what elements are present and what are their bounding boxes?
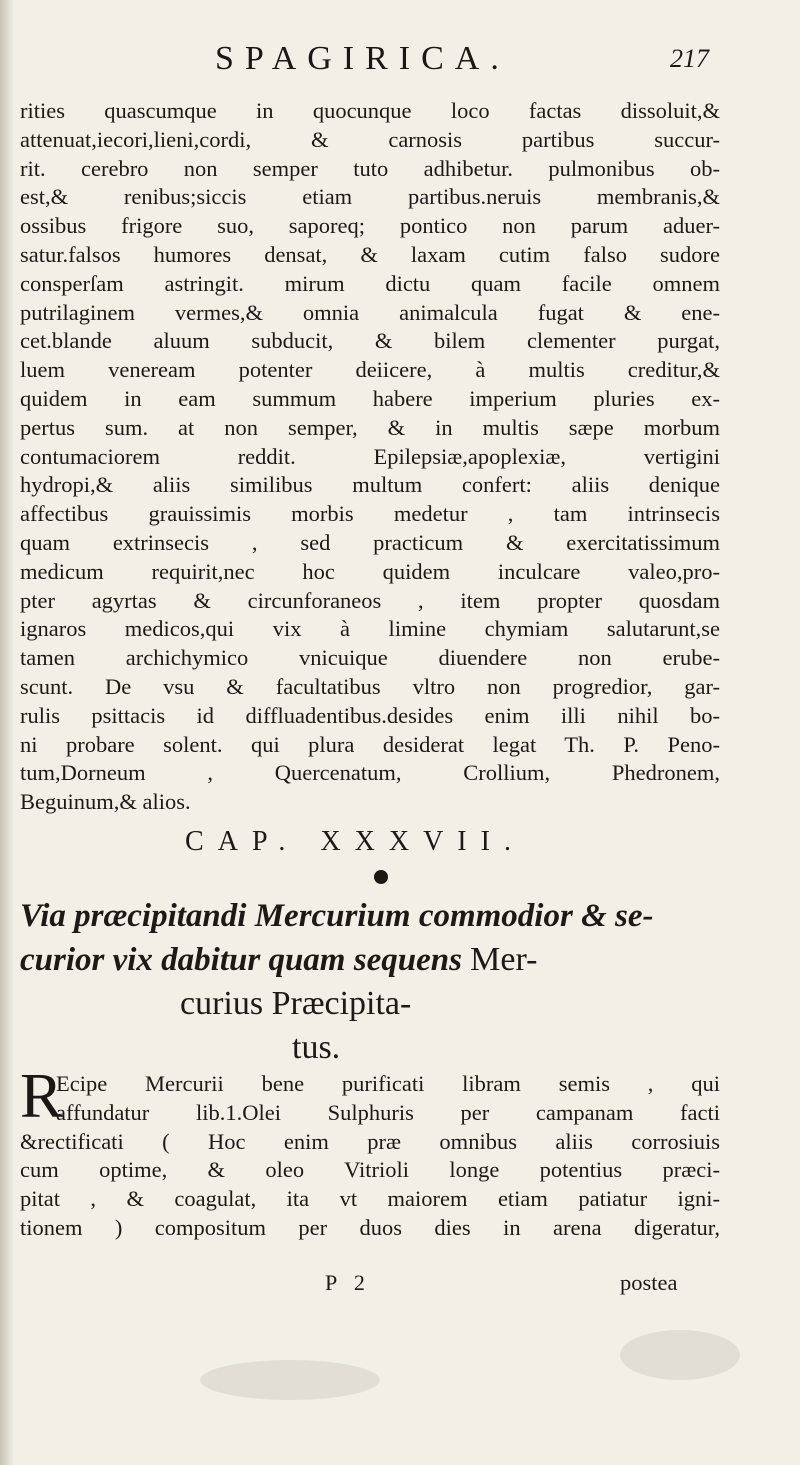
chapter-title-fragment: Mer- — [470, 941, 538, 978]
text-line: cet.blande aluum subducit, & bilem clementer purgat, — [20, 328, 720, 354]
text-line: Beguinum,& alios. — [20, 789, 191, 815]
text-line: ignaros medicos,qui vix à limine chymiam salutarunt,se — [20, 616, 720, 642]
text-line: hydropi,& aliis similibus multum confert: aliis denique — [20, 472, 720, 498]
text-line: rulis psittacis id diffluadentibus.desides enim illi nihil bo- — [20, 702, 720, 728]
text-line: Ecipe Mercurii bene purificati libram semis , qui — [56, 1071, 720, 1096]
paper-stain — [200, 1360, 380, 1400]
text-line: affundatur lib.1.Olei Sulphuris per campanam facti — [56, 1099, 720, 1125]
chapter-title-fragment: curior vix dabitur quam sequens — [20, 942, 462, 978]
paper-stain — [620, 1330, 740, 1380]
text-line: ossibus frigore suo, saporeq; pontico non parum aduer- — [20, 213, 720, 239]
text-line: quam extrinsecis , sed practicum & exercitatissimum — [20, 529, 720, 555]
text-line: est,& renibus;siccis etiam partibus.neruis membranis,& — [20, 184, 720, 210]
chapter-title-line: tus. — [292, 1029, 341, 1066]
running-head: SPAGIRICA. — [215, 40, 510, 77]
chapter-heading — [0, 826, 800, 858]
chapter-title — [20, 894, 720, 1070]
text-line: attenuat,iecori,lieni,cordi, & carnosis partibus succur- — [20, 126, 720, 152]
text-line: scunt. De vsu & facultatibus vltro non progredior, gar- — [20, 673, 720, 699]
text-line: tamen archichymico vnicuique diuendere non erube- — [20, 645, 720, 671]
page-header — [0, 40, 800, 90]
text-line: medicum requirit,nec hoc quidem inculcare valeo,pro- — [20, 558, 720, 584]
text-line: pertus sum. at non semper, & in multis sæpe morbum — [20, 414, 720, 440]
chapter-label: CAP. XXXVII. — [185, 826, 525, 857]
text-line: tum,Dorneum , Quercenatum, Crollium, Phedronem, — [20, 760, 720, 786]
text-line: rit. cerebro non semper tuto adhibetur. pulmonibus ob- — [20, 155, 720, 181]
text-line: tionem ) compositum per duos dies in arena digeratur, — [20, 1214, 720, 1240]
page-number: 217 — [670, 44, 709, 73]
chapter-title-line: Via præcipitandi Mercurium commodior & se- — [20, 898, 654, 934]
text-line: affectibus grauissimis morbis medetur , tam intrinsecis — [20, 501, 720, 527]
text-line: &rectificati ( Hoc enim præ omnibus aliis corrosiuis — [20, 1128, 720, 1154]
text-line: quidem in eam summum habere imperium pluries ex- — [20, 385, 720, 411]
chapter-title-line: curius Præcipita- — [180, 985, 412, 1022]
text-line: ni probare solent. qui plura desiderat legat Th. P. Peno- — [20, 731, 720, 757]
text-line: rities quascumque in quocunque loco factas dissoluit,& — [20, 98, 720, 123]
text-line: consperſam astringit. mirum dictu quam facile omnem — [20, 270, 720, 296]
text-line: putrilaginem vermes,& omnia animalcula fugat & ene- — [20, 299, 720, 325]
recipe-paragraph — [20, 1060, 720, 1243]
signature-mark: P 2 — [325, 1270, 371, 1295]
catchword: postea — [620, 1270, 678, 1295]
text-line: satur.falsos humores densat, & laxam cutim falso sudore — [20, 241, 720, 267]
body-text — [20, 97, 720, 817]
text-line: pter agyrtas & circunforaneos , item propter quosdam — [20, 587, 720, 613]
drop-cap: R — [20, 1060, 63, 1131]
ornament-dot-icon — [374, 870, 388, 884]
text-line: luem veneream potenter deiicere, à multis creditur,& — [20, 357, 720, 383]
text-line: pitat , & coagulat, ita vt maiorem etiam patiatur igni- — [20, 1186, 720, 1212]
text-line: cum optime, & oleo Vitrioli longe potentius præci- — [20, 1157, 720, 1183]
chapter-title-line — [20, 938, 720, 982]
gutter-shadow — [0, 0, 14, 1465]
text-line: contumaciorem reddit. Epilepsiæ,apoplexiæ, vertigini — [20, 443, 720, 469]
